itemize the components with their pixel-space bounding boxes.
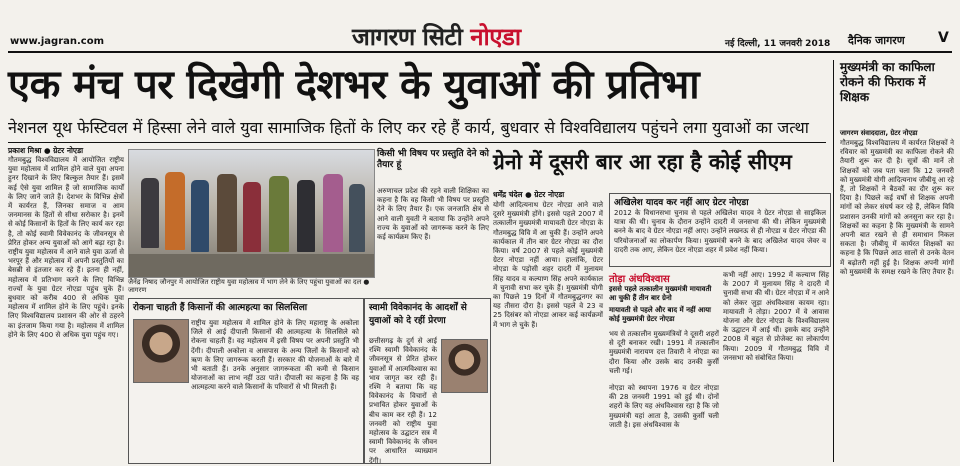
lead-photo-caption: जैनेंद्र निषाद जौनपुर में आयोजित राष्ट्रीय युवा महोत्सव में भाग लेने के लिए पहुंचा युवाओं का दल ● जागरण: [128, 278, 370, 295]
issue-date: नई दिल्ली, 11 जनवरी 2018: [725, 39, 831, 49]
page-marker: V: [938, 30, 949, 46]
brand-place: नोएडा: [470, 23, 521, 51]
cm-story-byline: धर्मेंद्र चंदेल ● ग्रेटर नोएडा: [493, 190, 565, 199]
vivekananda-box: [364, 298, 491, 464]
superstition-bullet-2: मायावती से पहले और बाद में नहीं आया कोई मुख्यमंत्री ग्रेटर नोएडा: [609, 306, 711, 323]
farmer-box-text: राष्ट्रीय युवा महोत्सव में शामिल होने के लिए महाराष्ट्र के अकोला जिले से आई दीपाली किसानों की आत्महत्या के सिलसिले को रोकना चाहती हैं। वह महोत्सव में इसी विषय पर अपनी प्रस्तुति भी देंगी। दीपाली अकोला व आसपास के अन्य जिलों के किसानों को ऋण के लिए जागरूक करती हैं। सरकार की योजनाओं के बारे में भी बताती हैं। उनके अनुसार जागरूकता की कमी से किसान योजनाओं का लाभ नहीं उठा पाते। दीपाली का कहना है कि वह आत्महत्या करने वाले किसानों के परिवारों से भी मिलती हैं।: [191, 319, 359, 392]
akhilesh-box-title: अखिलेश यादव कर नहीं आए ग्रेटर नोएडा: [614, 198, 749, 208]
sidebar: [840, 60, 954, 462]
talent-box: [377, 149, 489, 299]
paper-name: दैनिक जागरण: [848, 34, 905, 47]
vivekananda-portrait: [441, 339, 488, 393]
cm-story-column-1: योगी आदित्यनाथ ग्रेटर नोएडा आने वाले दूसरे मुख्यमंत्री होंगे। इससे पहले 2007 में तत्कालीन मुख्यमंत्री मायावती ग्रेटर नोएडा के गौतमबुद्ध विवि में आ चुकी हैं। उन्होंने अपने कार्यकाल में तीन बार ग्रेटर नोएडा का दौरा किया। वर्ष 2007 से पहले कोई मुख्यमंत्री ग्रेटर नोएडा नहीं आया। हालांकि, ग्रेटर नोएडा के पड़ोसी शहर दादरी में मुलायम सिंह यादव व कल्याण सिंह अपने कार्यकाल में चुनावी सभा कर चुके हैं। मुख्यमंत्री योगी का पिछले 19 दिनों में गौतमबुद्धनगर का यह तीसरा दौरा है। इससे पहले वे 23 व 25 दिसंबर को नोएडा आकर कई कार्यक्रमों में भाग ले चुके हैं।: [493, 201, 603, 329]
sidebar-title: मुख्यमंत्री का काफिला रोकने की फिराक में शिक्षक: [840, 60, 935, 104]
lead-byline: प्रकाश मिश्रा ● ग्रेटर नोएडा: [8, 146, 84, 155]
akhilesh-box: [609, 193, 831, 267]
akhilesh-box-text: 2012 के विधानसभा चुनाव से पहले अखिलेश यादव ने ग्रेटर नोएडा से साइकिल यात्रा की थी। चुनाव के दौरान उन्होंने दादरी में जनसभा की थी। लेकिन मुख्यमंत्री बनने के बाद वे ग्रेटर नोएडा नहीं आए। उन्होंने लखनऊ से ही नोएडा व ग्रेटर नोएडा की परियोजनाओं का लोकार्पण किया। मुख्यमंत्री बनने के बाद अखिलेश यादव जेवर व दादरी तक आए, लेकिन ग्रेटर नोएडा शहर में प्रवेश नहीं किया।: [614, 209, 826, 254]
lead-photo: [128, 149, 375, 278]
masthead: [0, 0, 960, 52]
site-url[interactable]: www.jagran.com: [10, 36, 105, 47]
kalyan-column: कभी नहीं आए। 1992 में कल्याण सिंह के 2007 में मुलायम सिंह ने दादरी में चुनावी सभा की थी। ग्रेटर नोएडा में न आने को लेकर जुड़ा अंधविश्वास कायम रहा। मायावती ने तोड़ा। 2007 में वे आवास योजना और ग्रेटर नोएडा के विश्वविद्यालय के उद्घाटन में आई थीं। इसके बाद उन्होंने 2008 में बहुत से प्रोजेक्ट का लोकार्पण किया। 2009 में गौतमबुद्ध विवि में जनसभा को संबोधित किया।: [723, 271, 829, 362]
brand-logo: [352, 20, 521, 53]
superstition-text: भय से तत्कालीन मुख्यमंत्रियों ने दूसरी शहरों से दूरी बनाकर रखी। 1991 में तत्कालीन मुख्यमंत्री नारायण दत्त तिवारी ने नोएडा का दौरा किया और उसके बाद उनकी कुर्सी चली गई।: [609, 330, 719, 375]
vivekananda-box-text: छत्तीसगढ़ के दुर्ग से आई रश्मि स्वामी विवेकानंद के जीवनसूत्र से प्रेरित होकर युवाओं में आत्मविश्वास का भाव जागृत कर रही हैं। रश्मि ने बताया कि वह विवेकानंद के विचारों से प्रभावित होकर युवाओं के बीच काम कर रही हैं। 12 जनवरी को राष्ट्रीय युवा महोत्सव के उद्घाटन सत्र में स्वामी विवेकानंद के जीवन पर आधारित व्याख्यान देंगी।: [369, 337, 437, 465]
masthead-rule: [8, 51, 952, 53]
farmer-portrait: [133, 319, 189, 383]
sidebar-byline: जागरण संवाददाता, ग्रेटर नोएडा: [840, 129, 918, 137]
lead-headline: एक मंच पर दिखेगी देशभर के युवाओं की प्रतिभा: [8, 62, 700, 108]
cm-story-headline: ग्रेनो में दूसरी बार आ रहा है कोई सीएम: [493, 150, 792, 174]
sidebar-divider: [833, 60, 834, 462]
lead-column-1: गौतमबुद्ध विश्वविद्यालय में आयोजित राष्ट्रीय युवा महोत्सव में शामिल होने वाले युवा अपना हुनर दिखाने के लिए बिल्कुल तैयार हैं। इसमें कई ऐसे युवा शामिल हैं जो सामाजिक कार्यों के लिए जाने जाते हैं। देशभर के विभिन्न क्षेत्रों में कार्यरत हैं, जिनका समाज व आम जनमानस के हितों से सीधा सरोकार है। इनमें से कोई किसानों के हितों के लिए कार्य कर रहा है, तो कोई स्वामी विवेकानंद के जीवनसूत्र से प्रेरित होकर अन्य युवाओं को आगे बढ़ा रहा है। राष्ट्रीय युवा महोत्सव में आने वाले युवा ऊर्जा से भरपूर हैं और महोत्सव में अपनी प्रस्तुतियों का बेसब्री से इंतजार कर रहे हैं। इतना ही नहीं, महोत्सव में प्रतिभाग करने के लिए विभिन्न राज्यों के युवा ग्रेटर नोएडा पहुंच चुके हैं। बुधवार को करीब 400 से अधिक युवा महोत्सव में शामिल होने के लिए पहुंचे। इनके लिए विश्वविद्यालय प्रशासन की ओर से ठहरने का इंतजाम किया गया है। महोत्सव में शामिल होने के लिए 400 से अधिक युवा पहुंच गए।: [8, 156, 124, 339]
farmer-box-title: रोकना चाहती हैं किसानों की आत्महत्या का सिलसिला: [133, 303, 308, 313]
talent-box-title: किसी भी विषय पर प्रस्तुति देने को तैयार हूं: [377, 149, 489, 170]
farmer-box: [128, 298, 364, 464]
subhead-rule: [8, 142, 826, 143]
brand-city: सिटी: [422, 23, 463, 51]
sidebar-text: गौतमबुद्ध विश्वविद्यालय में कार्यरत शिक्षकों ने रविवार को मुख्यमंत्री का काफिला रोकने की तैयारी शुरू कर दी है। सूत्रों की मानें तो शिक्षकों को जब पता चला कि 12 जनवरी को मुख्यमंत्री योगी आदित्यनाथ जीबीयू आ रहे हैं, तो शिक्षकों ने बैठकों का दौर शुरू कर दिया है। पिछले कई वर्षों से शिक्षक अपनी मांगों को लेकर संघर्ष कर रहे हैं, लेकिन विवि प्रशासन उनकी मांगों को अनसुना कर रहा है। शिक्षकों का कहना है कि मुख्यमंत्री के सामने अपनी बात रखने से ही समाधान निकल सकता है। जीबीयू में कार्यरत शिक्षकों का कहना है कि पिछले आठ सालों से उनके वेतन में बढ़ोतरी नहीं हुई है। शिक्षक अपनी मांगों को मुख्यमंत्री के समक्ष रखने के लिए तैयार हैं।: [840, 139, 954, 276]
brand-name: जागरण: [352, 23, 415, 51]
cm-story-column-2: नोएडा को स्थापना 1976 व ग्रेटर नोएडा की 28 जनवरी 1991 को हुई थी। दोनों शहरों के लिए यह अंधविश्वास रहा है कि जो मुख्यमंत्री यहां आता है, उसकी कुर्सी चली जाती है। इस अंधविश्वास के: [609, 384, 719, 429]
talent-box-text: अरुणाचल प्रदेश की रहने वाली शिक्षिका का कहना है कि वह किसी भी विषय पर प्रस्तुति देने के लिए तैयार हैं। एक जनजाति क्षेत्र से आने वाली युवती ने बताया कि उन्होंने अपने राज्य के युवाओं को जागरूक करने के लिए कई कार्यक्रम किए हैं।: [377, 187, 489, 242]
lead-subhead: नेशनल यूथ फेस्टिवल में हिस्सा लेने वाले युवा सामाजिक हितों के लिए कर रहे हैं कार्य, बुधवार से विश्वविद्यालय पहुंचने लगा युवाओं का जत्था: [8, 118, 809, 137]
superstition-bullet-1: इससे पहले तत्कालीन मुख्यमंत्री मायावती आ चुकी हैं तीन बार ग्रेनो: [609, 285, 712, 302]
superstition-title: तोड़ा अंधविश्वास: [609, 274, 670, 285]
vivekananda-box-title: स्वामी विवेकानंद के आदर्शों से युवाओं को दे रहीं प्रेरणा: [369, 303, 467, 326]
